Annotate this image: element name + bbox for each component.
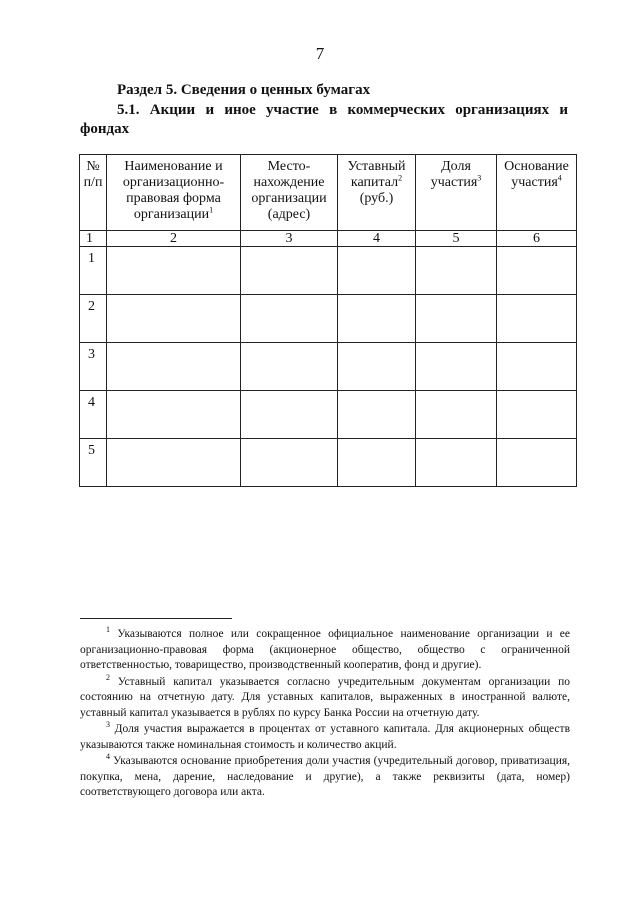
footnote-mark: 4 bbox=[106, 752, 110, 762]
table-cell bbox=[241, 295, 338, 343]
header-participation-share: Доля участия$^3$ bbox=[416, 155, 497, 231]
footnote-mark: 1 bbox=[106, 625, 110, 635]
table-row bbox=[80, 439, 577, 487]
table-row bbox=[80, 343, 577, 391]
table-cell bbox=[241, 439, 338, 487]
footnote-3 bbox=[80, 722, 570, 753]
row-number: 5 bbox=[80, 439, 107, 487]
header-authorized-capital: Уставный капитал$^2$ (руб.) bbox=[338, 155, 416, 231]
table-cell bbox=[107, 439, 241, 487]
header-location: Место-нахождение организации (адрес) bbox=[241, 155, 338, 231]
table-cell bbox=[416, 247, 497, 295]
table-cell bbox=[497, 343, 577, 391]
footnote-ref-3: 3 bbox=[477, 173, 482, 183]
footnote-mark: 3 bbox=[106, 720, 110, 730]
column-number: 3 bbox=[241, 231, 338, 247]
header-participation-basis: Основание участия$^4$ bbox=[497, 155, 577, 231]
subsection-title-line-1: 5.1. Акции и иное участие в коммерческих организациях и bbox=[117, 102, 568, 118]
table-cell bbox=[241, 391, 338, 439]
column-number: 1 bbox=[80, 231, 107, 247]
footnote-mark: 2 bbox=[106, 672, 110, 682]
row-number: 4 bbox=[80, 391, 107, 439]
table-cell bbox=[497, 247, 577, 295]
header-number: № п/п bbox=[80, 155, 107, 231]
footnote-4 bbox=[80, 754, 570, 801]
footnote-ref-4: 4 bbox=[557, 173, 562, 183]
footnote-text: Уставный капитал указывается согласно учредительным документам организации по состоянию на отчетную дату. Для уставных капиталов, выраженных в иностранной валюте, уставный капитал указывается в рублях по курсу Банка России на отчетную дату. bbox=[80, 675, 571, 719]
table-cell bbox=[241, 343, 338, 391]
subsection-title-line-2: фондах bbox=[80, 121, 130, 137]
footnote-ref-1: 1 bbox=[209, 205, 214, 215]
row-number: 1 bbox=[80, 247, 107, 295]
table-cell bbox=[338, 295, 416, 343]
footnote-text: Указываются полное или сокращенное официальное наименование организации и ее организационно-правовая форма (акционерное общество, общество с ограниченной ответственностью, товарищество, производственный кооператив, фонд и другие). bbox=[80, 628, 571, 671]
footnote-text: Доля участия выражается в процентах от уставного капитала. Для акционерных обществ указываются также номинальная стоимость и количество акций. bbox=[80, 723, 570, 751]
table-row bbox=[80, 247, 577, 295]
footnote-2 bbox=[80, 672, 571, 722]
table-cell bbox=[497, 439, 577, 487]
footnotes bbox=[80, 627, 570, 802]
table-cell bbox=[416, 343, 497, 391]
table-cell bbox=[107, 295, 241, 343]
row-number: 3 bbox=[80, 343, 107, 391]
table-cell bbox=[338, 343, 416, 391]
table-cell bbox=[416, 391, 497, 439]
table-cell bbox=[338, 439, 416, 487]
column-number: 2 bbox=[107, 231, 241, 247]
table-cell bbox=[416, 295, 497, 343]
footnote-1 bbox=[80, 627, 570, 674]
column-number: 6 bbox=[497, 231, 577, 247]
header-organization-name: Наименование и организационно-правовая форма организации$^1$ bbox=[107, 155, 241, 231]
table-cell bbox=[107, 343, 241, 391]
table-cell bbox=[107, 391, 241, 439]
footnote-ref-2: 2 bbox=[398, 173, 403, 183]
table-cell bbox=[338, 247, 416, 295]
table-cell bbox=[107, 247, 241, 295]
row-number: 2 bbox=[80, 295, 107, 343]
column-number: 5 bbox=[416, 231, 497, 247]
table-row bbox=[80, 391, 577, 439]
subsection-title bbox=[80, 101, 568, 139]
table-cell bbox=[241, 247, 338, 295]
table-header-row bbox=[80, 155, 577, 231]
securities-table bbox=[79, 154, 577, 487]
section-title: Раздел 5. Сведения о ценных бумагах bbox=[117, 82, 371, 98]
column-number-row bbox=[80, 231, 577, 247]
footnote-text: Указываются основание приобретения доли участия (учредительный договор, приватизация, покупка, мена, дарение, наследование и другие), а также реквизиты (дата, номер) соответствующего договора или акта. bbox=[80, 755, 571, 798]
footnote-separator bbox=[80, 618, 232, 619]
page-number: 7 bbox=[315, 44, 325, 63]
table-cell bbox=[338, 391, 416, 439]
column-number: 4 bbox=[338, 231, 416, 247]
table-cell bbox=[416, 439, 497, 487]
table-row bbox=[80, 295, 577, 343]
table-cell bbox=[497, 391, 577, 439]
table-cell bbox=[497, 295, 577, 343]
